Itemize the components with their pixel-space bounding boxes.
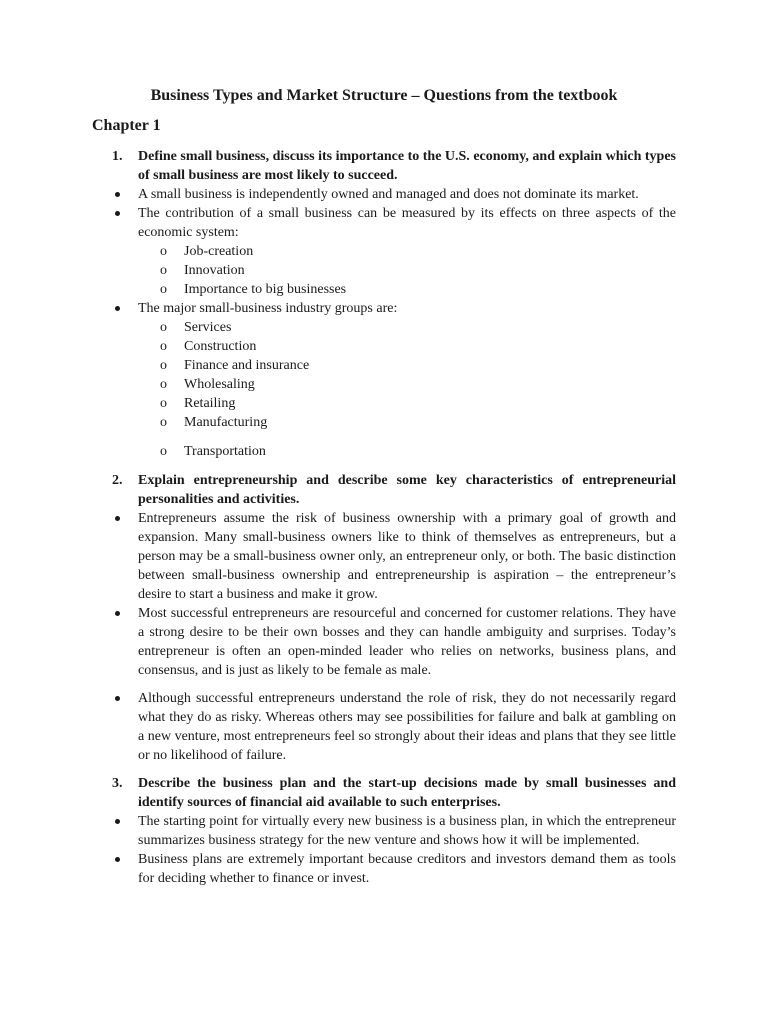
bullet-icon	[115, 306, 120, 311]
bullet-text: Although successful entrepreneurs understand the role of risk, they do not necessarily regard what they do as risky. Whereas others may see possibilities for failure and balk at gambling on a new venture, most entrepreneurs feel so strongly about their ideas and plans that they see little or no likelihood of failure.	[138, 691, 676, 763]
sub-list-text: Manufacturing	[184, 415, 268, 430]
chapter-heading: Chapter 1	[92, 117, 161, 134]
bullet-icon	[115, 192, 120, 197]
sub-list-item	[92, 356, 676, 375]
question-1	[92, 147, 676, 185]
bullet-icon	[115, 516, 120, 521]
question-text: Describe the business plan and the start-up decisions made by small businesses and identify sources of financial aid available to such enterprises.	[138, 776, 676, 810]
sub-list-item	[92, 242, 676, 261]
bullet-icon	[115, 696, 120, 701]
question-text: Define small business, discuss its importance to the U.S. economy, and explain which types of small business are most likely to succeed.	[138, 149, 676, 183]
bullet-item	[92, 604, 676, 680]
sub-list-text: Job-creation	[184, 244, 254, 259]
sub-list-text: Importance to big businesses	[184, 282, 347, 297]
circle-marker-icon: o	[160, 377, 167, 392]
bullet-item	[92, 850, 676, 888]
bullet-icon	[115, 211, 120, 216]
bullet-item	[92, 299, 676, 318]
sub-list-item	[92, 337, 676, 356]
sub-list-text: Services	[184, 320, 232, 335]
bullet-icon	[115, 611, 120, 616]
bullet-item	[92, 185, 676, 204]
bullet-text: Entrepreneurs assume the risk of business ownership with a primary goal of growth and expansion. Many small-business owners like to think of themselves as entrepreneurs, but a person may be a small-business owner only, an entrepreneur only, or both. The basic distinction between small-business ownership and entrepreneurship is aspiration – the entrepreneur’s desire to start a business and make it grow.	[138, 511, 676, 602]
circle-marker-icon: o	[160, 263, 167, 278]
bullet-item	[92, 509, 676, 604]
bullet-text: Business plans are extremely important because creditors and investors demand them as tools for deciding whether to finance or invest.	[138, 852, 676, 886]
bullet-icon	[115, 819, 120, 824]
circle-marker-icon: o	[160, 415, 167, 430]
bullet-text: A small business is independently owned and managed and does not dominate its market.	[138, 187, 639, 202]
sub-list-item	[92, 375, 676, 394]
question-number: 1.	[112, 149, 123, 164]
bullet-text: The contribution of a small business can be measured by its effects on three aspects of the economic system:	[138, 206, 676, 240]
sub-list-text: Retailing	[184, 396, 236, 411]
document-title: Business Types and Market Structure – Questions from the textbook	[150, 87, 618, 104]
sub-list-item	[92, 442, 676, 461]
circle-marker-icon: o	[160, 282, 167, 297]
question-number: 3.	[112, 776, 123, 791]
sub-list-item	[92, 413, 676, 432]
sub-list-text: Wholesaling	[184, 377, 255, 392]
sub-list-text: Finance and insurance	[184, 358, 310, 373]
sub-list-text: Transportation	[184, 444, 266, 459]
sub-list-item	[92, 261, 676, 280]
bullet-icon	[115, 857, 120, 862]
bullet-text: Most successful entrepreneurs are resourceful and concerned for customer relations. They have a strong desire to be their own bosses and they can handle ambiguity and surprises. Today’s entrepreneur is often an open-minded leader who relies on networks, business plans, and consensus, and is just as likely to be female as male.	[138, 606, 676, 678]
circle-marker-icon: o	[160, 358, 167, 373]
bullet-text: The major small-business industry groups are:	[138, 301, 398, 316]
circle-marker-icon: o	[160, 339, 167, 354]
bullet-item	[92, 689, 676, 765]
question-2	[92, 471, 676, 509]
question-3	[92, 774, 676, 812]
sub-list-item	[92, 394, 676, 413]
question-number: 2.	[112, 473, 123, 488]
sub-list-item	[92, 280, 676, 299]
question-text: Explain entrepreneurship and describe some key characteristics of entrepreneurial personalities and activities.	[138, 473, 676, 507]
sub-list-item	[92, 318, 676, 337]
circle-marker-icon: o	[160, 320, 167, 335]
circle-marker-icon: o	[160, 444, 167, 459]
circle-marker-icon: o	[160, 244, 167, 259]
circle-marker-icon: o	[160, 396, 167, 411]
sub-list-text: Construction	[184, 339, 257, 354]
bullet-text: The starting point for virtually every new business is a business plan, in which the entrepreneur summarizes business strategy for the new venture and shows how it will be implemented.	[138, 814, 676, 848]
sub-list-text: Innovation	[184, 263, 245, 278]
bullet-item	[92, 812, 676, 850]
bullet-item	[92, 204, 676, 242]
